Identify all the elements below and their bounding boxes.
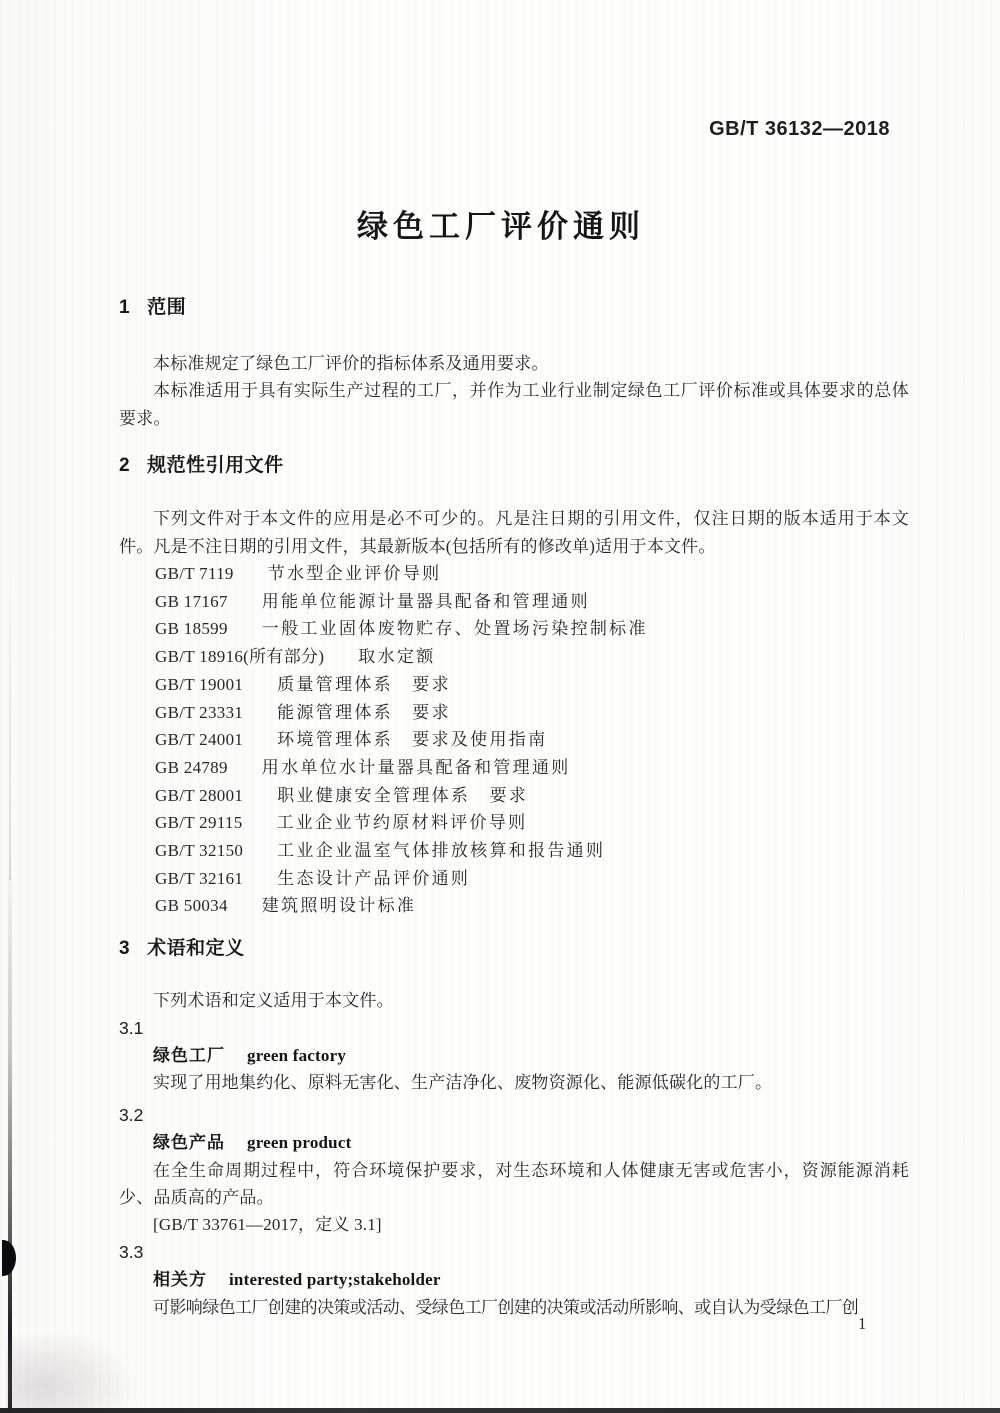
reference-item bbox=[119, 837, 909, 865]
reference-code: GB 18599 bbox=[155, 619, 228, 639]
section-label: 范围 bbox=[147, 297, 187, 318]
reference-title: 一般工业固体废物贮存、处置场污染控制标准 bbox=[261, 619, 648, 639]
section-label: 规范性引用文件 bbox=[147, 455, 284, 477]
reference-code: GB/T 32161 bbox=[155, 868, 244, 888]
term-definition: 实现了用地集约化、原料无害化、生产洁净化、废物资源化、能源低碳化的工厂。 bbox=[153, 1073, 773, 1093]
reference-code: GB 50034 bbox=[155, 896, 228, 916]
reference-title: 用水单位水计量器具配备和管理通则 bbox=[261, 757, 571, 777]
reference-title: 工业企业温室气体排放核算和报告通则 bbox=[277, 841, 606, 861]
document-body bbox=[119, 0, 909, 1321]
reference-item bbox=[119, 865, 909, 893]
reference-title: 能源管理体系 要求 bbox=[277, 702, 451, 722]
term-name-zh: 相关方 bbox=[153, 1270, 207, 1290]
page-number: 1 bbox=[858, 1314, 867, 1333]
terms-intro-paragraph: 下列术语和定义适用于本文件。 bbox=[153, 991, 394, 1011]
reference-code: GB/T 28001 bbox=[155, 785, 244, 805]
reference-code: GB/T 32150 bbox=[155, 841, 244, 861]
section-heading-normative-references bbox=[119, 452, 909, 480]
term-name-en: green product bbox=[247, 1133, 352, 1153]
term-number: 3.1 bbox=[119, 1017, 144, 1038]
section-number: 3 bbox=[119, 938, 131, 960]
reference-code: GB/T 18916(所有部分) bbox=[155, 647, 325, 667]
term-number: 3.3 bbox=[119, 1241, 144, 1262]
scan-left-edge-faint bbox=[9, 560, 11, 880]
references-intro-paragraph: 下列文件对于本文件的应用是必不可少的。凡是注日期的引用文件，仅注日期的版本适用于本文件。凡是不注日期的引用文件，其最新版本(包括所有的修改单)适用于本文件。 bbox=[119, 509, 909, 556]
reference-item bbox=[119, 809, 909, 837]
reference-item bbox=[119, 588, 909, 616]
reference-title: 建筑照明设计标准 bbox=[261, 896, 417, 916]
scope-paragraph-1: 本标准规定了绿色工厂评价的指标体系及通用要求。 bbox=[153, 354, 549, 373]
term-name bbox=[119, 1129, 909, 1156]
reference-item bbox=[119, 754, 909, 782]
reference-item bbox=[119, 892, 909, 920]
reference-title: 用能单位能源计量器具配备和管理通则 bbox=[261, 591, 590, 611]
reference-title: 质量管理体系 要求 bbox=[277, 674, 451, 694]
reference-item bbox=[119, 615, 909, 643]
scan-bottom-edge-line bbox=[0, 1408, 1000, 1413]
scan-corner-shadow bbox=[6, 1330, 136, 1410]
term-name bbox=[119, 1266, 909, 1293]
reference-item bbox=[119, 726, 909, 754]
reference-item bbox=[119, 699, 909, 727]
reference-code: GB/T 24001 bbox=[155, 730, 244, 750]
reference-title: 生态设计产品评价通则 bbox=[277, 868, 471, 888]
reference-title: 职业健康安全管理体系 要求 bbox=[277, 785, 529, 805]
term-name bbox=[119, 1042, 909, 1069]
reference-title: 工业企业节约原材料评价导则 bbox=[276, 813, 528, 833]
scope-paragraph-2: 本标准适用于具有实际生产过程的工厂，并作为工业行业制定绿色工厂评价标准或具体要求的总体要求。 bbox=[119, 381, 909, 428]
reference-item bbox=[119, 643, 909, 671]
reference-list bbox=[119, 560, 909, 920]
reference-title: 环境管理体系 要求及使用指南 bbox=[277, 730, 548, 750]
reference-item bbox=[119, 560, 909, 588]
reference-code: GB/T 29115 bbox=[155, 813, 243, 833]
section-number: 1 bbox=[119, 297, 131, 318]
reference-item bbox=[119, 782, 909, 810]
term-name-zh: 绿色工厂 bbox=[153, 1045, 225, 1065]
section-heading-terms-definitions bbox=[119, 935, 909, 963]
term-name-zh: 绿色产品 bbox=[153, 1133, 225, 1153]
reference-code: GB/T 7119 bbox=[155, 564, 234, 584]
reference-title: 节水型企业评价导则 bbox=[267, 564, 442, 584]
section-heading-scope bbox=[119, 294, 909, 322]
term-number: 3.2 bbox=[119, 1104, 144, 1125]
reference-code: GB/T 19001 bbox=[155, 674, 244, 694]
term-definition: 可影响绿色工厂创建的决策或活动、受绿色工厂创建的决策或活动所影响、或自认为受绿色工厂创 bbox=[153, 1297, 859, 1317]
term-name-en: interested party;stakeholder bbox=[229, 1270, 441, 1290]
reference-code: GB 17167 bbox=[155, 591, 228, 611]
reference-code: GB 24789 bbox=[155, 757, 228, 777]
section-label: 术语和定义 bbox=[147, 938, 245, 960]
section-number: 2 bbox=[119, 455, 131, 477]
reference-item bbox=[119, 671, 909, 699]
term-definition: 在全生命周期过程中，符合环境保护要求，对生态环境和人体健康无害或危害小，资源能源消耗少、品质高的产品。 bbox=[119, 1160, 909, 1208]
standard-code-header: GB/T 36132—2018 bbox=[709, 118, 890, 140]
reference-title: 取水定额 bbox=[358, 647, 436, 667]
term-name-en: green factory bbox=[247, 1045, 347, 1065]
scan-binding-mark bbox=[2, 1240, 16, 1276]
document-title: 绿色工厂评价通则 bbox=[357, 209, 645, 244]
reference-code: GB/T 23331 bbox=[155, 702, 244, 722]
term-source-reference: [GB/T 33761—2017，定义 3.1] bbox=[153, 1215, 382, 1235]
